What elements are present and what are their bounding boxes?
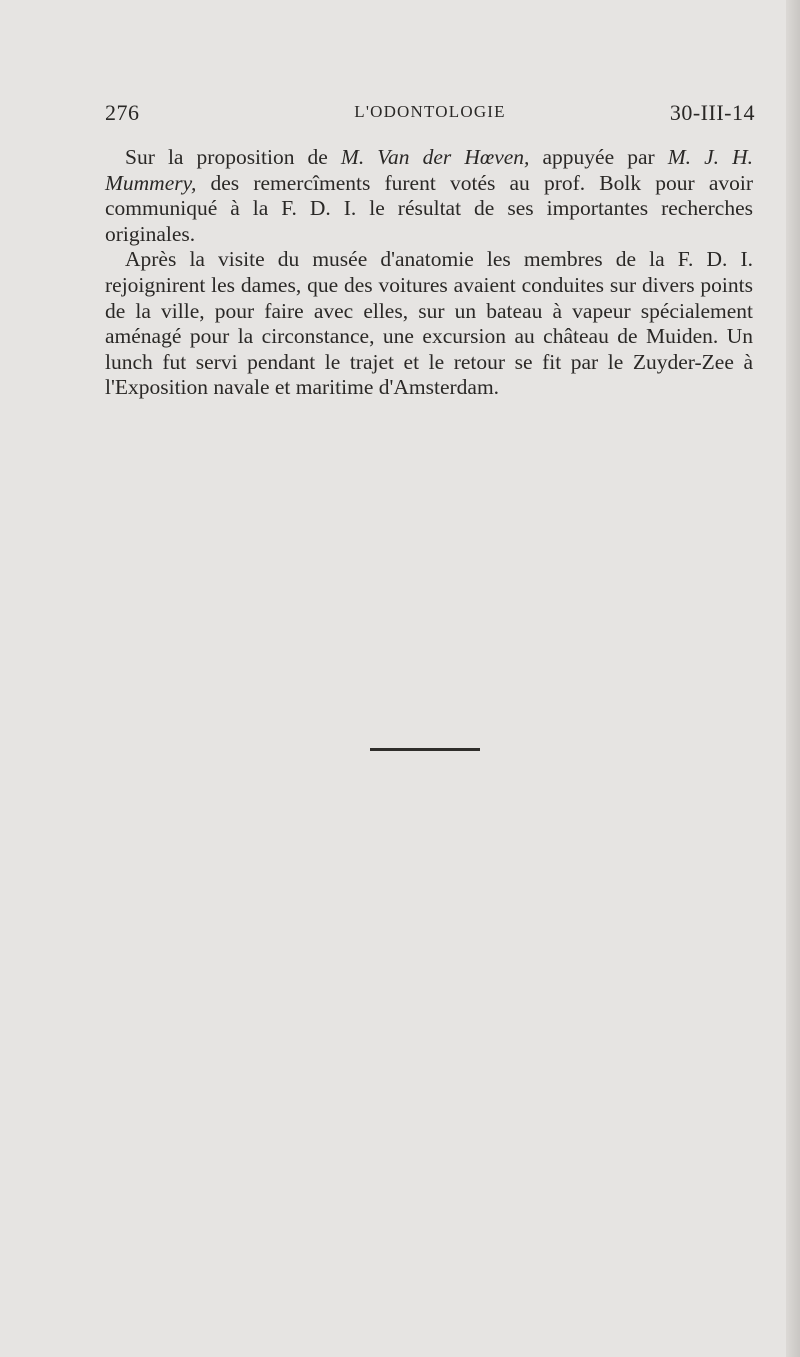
page-header — [105, 100, 755, 134]
section-divider-rule — [370, 748, 480, 751]
name-van-der-hoeven: M. Van der Hœven, — [340, 145, 530, 169]
page-edge — [786, 0, 800, 1357]
paragraph-thanks-part2: appuyée par — [529, 145, 668, 169]
paragraph-excursion: Après la visite du musée d'anatomie les membres de la F. D. I. rejoignirent les dames, que des voitures avaient conduites sur divers points de la ville, pour faire avec elles, sur un bateau à vapeur spécialement aménagé pour la circonstance, une excursion au château de Muiden. Un lunch fut servi pendant le trajet et le retour se fit par le Zuyder-Zee à l'Exposition navale et maritime d'Amsterdam. — [105, 247, 753, 400]
page-number: 276 — [105, 100, 140, 125]
body-text — [105, 145, 753, 401]
paragraph-thanks-part3: des remercîments furent votés au prof. Bolk pour avoir communiqué à la F. D. I. le résultat de ses importantes recherches originales. — [105, 170, 753, 246]
name-mummery: M. J. H. Mummery, — [105, 145, 753, 195]
paragraph-thanks-part1: Sur la proposition de — [125, 145, 341, 169]
paragraph-thanks — [105, 145, 753, 247]
issue-date: 30-III-14 — [669, 100, 755, 125]
running-title: L'ODONTOLOGIE — [354, 102, 506, 121]
